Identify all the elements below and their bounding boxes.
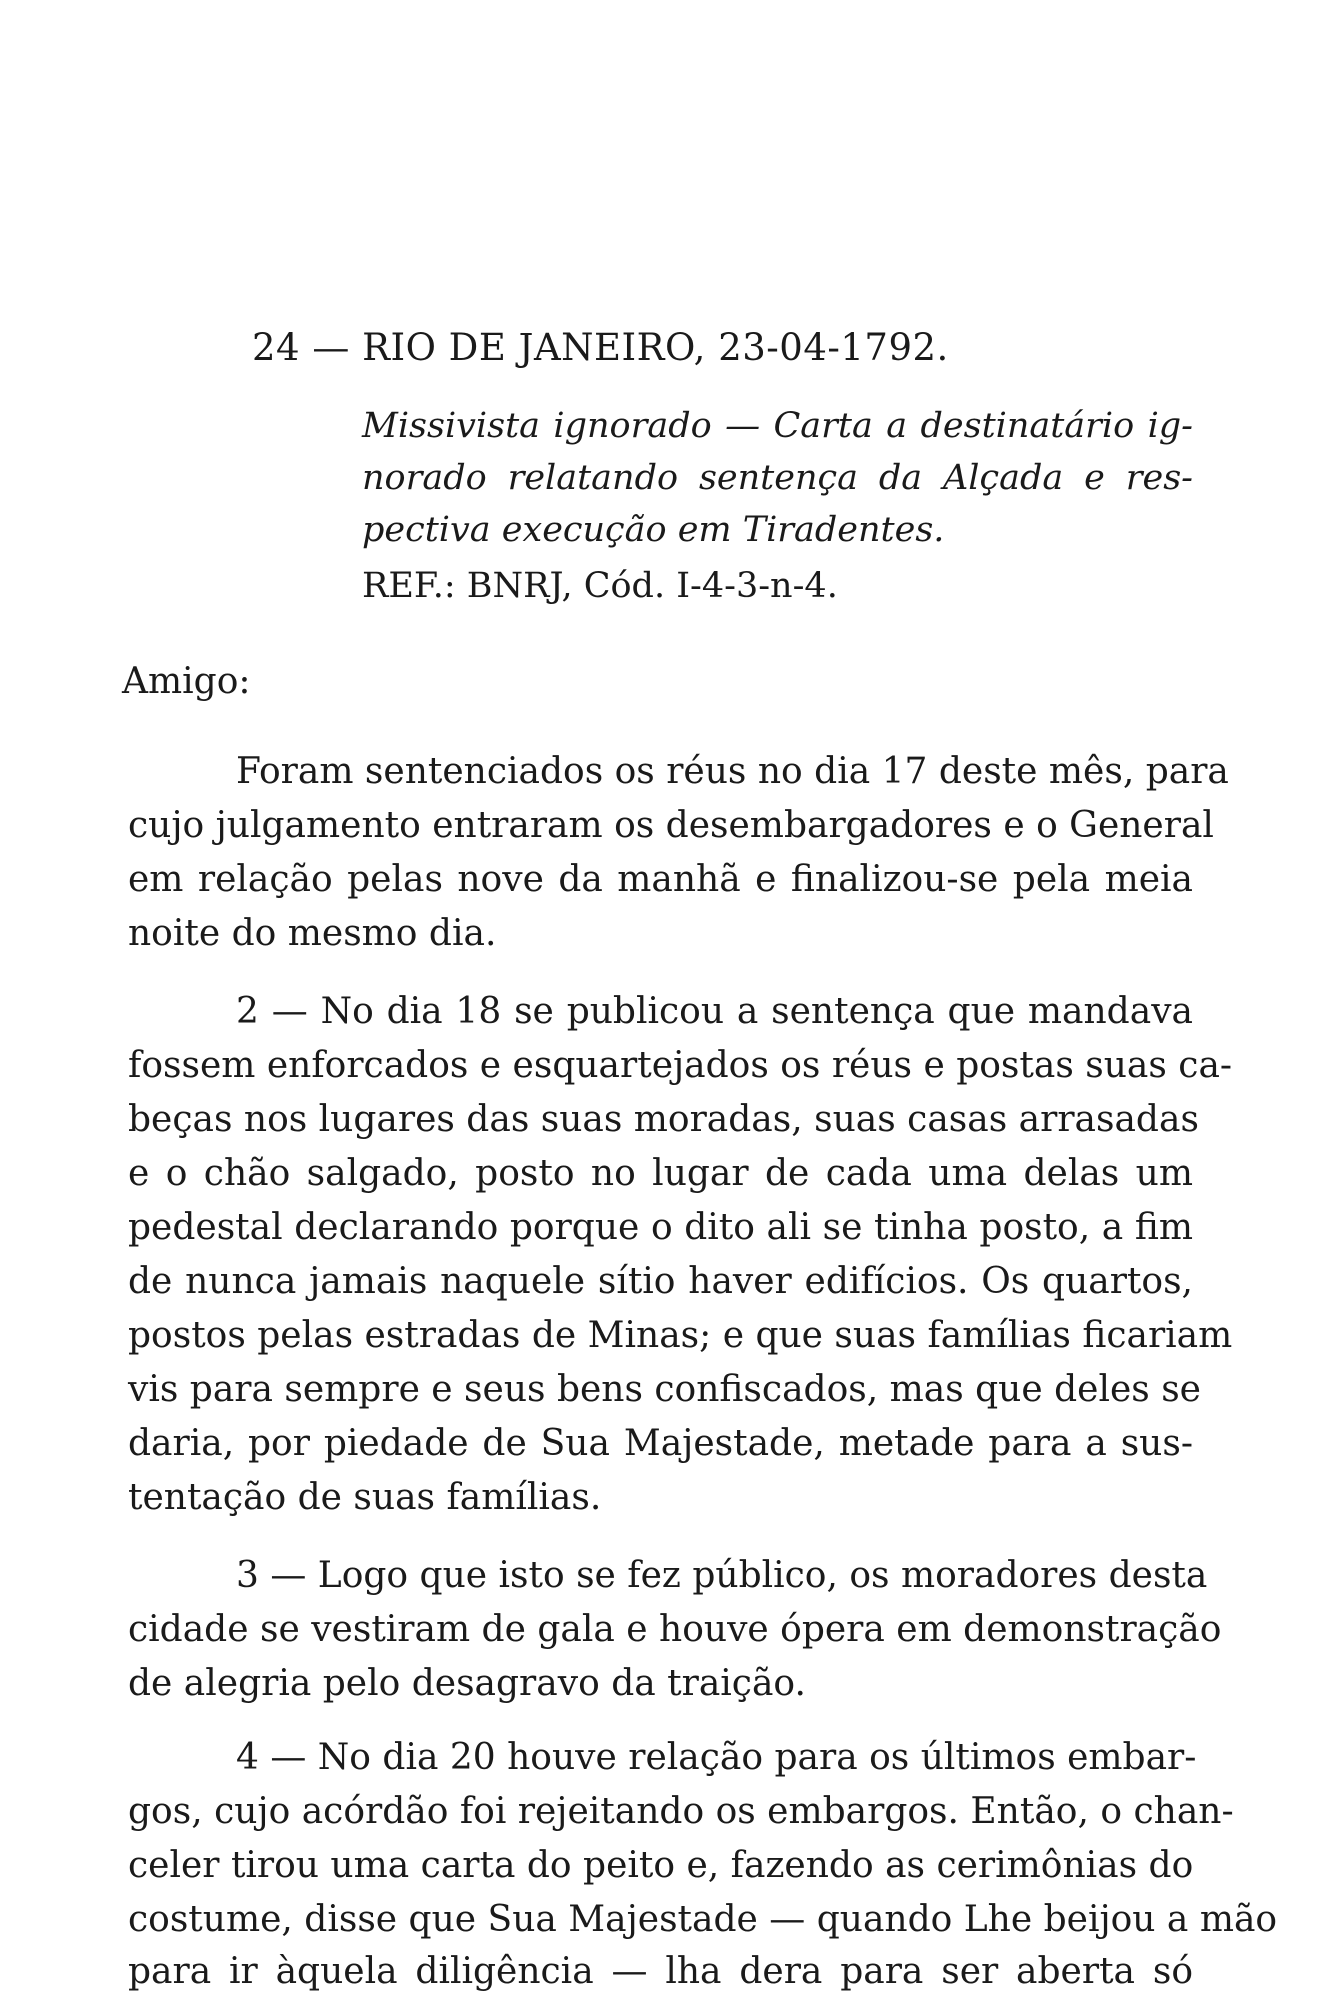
paragraph-4-line: para ir àquela diligência — lha dera para ser aberta só [128,1951,1193,1992]
paragraph-4-line: gos, cujo acórdão foi rejeitando os embargos. Então, o chan- [128,1791,1234,1832]
summary-line: norado relatando sentença da Alçada e res- [362,458,1193,498]
paragraph-3-line: de alegria pelo desagravo da traição. [128,1663,806,1704]
paragraph-2-line: de nunca jamais naquele sítio haver edifícios. Os quartos, [128,1261,1193,1302]
summary-line: pectiva execução em Tiradentes. [362,510,945,550]
document-heading: 24 — RIO DE JANEIRO, 23-04-1792. [252,326,949,369]
paragraph-2-line: pedestal declarando porque o dito ali se tinha posto, a fim [128,1207,1193,1248]
paragraph-2-line: e o chão salgado, posto no lugar de cada uma delas um [128,1153,1193,1194]
paragraph-4-line: celer tirou uma carta do peito e, fazendo as cerimônias do [128,1845,1194,1886]
paragraph-4-line: 4 — No dia 20 houve relação para os últimos embar- [236,1737,1197,1778]
summary-line: Missivista ignorado — Carta a destinatário ig- [362,406,1193,446]
salutation: Amigo: [122,661,251,702]
paragraph-4-line: costume, disse que Sua Majestade — quando Lhe beijou a mão [128,1899,1278,1940]
paragraph-2-line: fossem enforcados e esquartejados os réus e postas suas ca- [128,1045,1233,1086]
paragraph-2-line: beças nos lugares das suas moradas, suas casas arrasadas [128,1099,1199,1140]
paragraph-1-line: Foram sentenciados os réus no dia 17 deste mês, para [236,751,1229,792]
paragraph-2-line: 2 — No dia 18 se publicou a sentença que mandava [236,991,1193,1032]
paragraph-2-line: tentação de suas famílias. [128,1477,602,1518]
paragraph-3-line: 3 — Logo que isto se fez público, os moradores desta [236,1555,1208,1596]
paragraph-3-line: cidade se vestiram de gala e houve ópera em demonstração [128,1609,1222,1650]
paragraph-1-line: em relação pelas nove da manhã e finalizou-se pela meia [128,859,1193,900]
paragraph-1-line: noite do mesmo dia. [128,913,497,954]
paragraph-2-line: vis para sempre e seus bens confiscados, mas que deles se [128,1369,1201,1410]
paragraph-1-line: cujo julgamento entraram os desembargadores e o General [128,805,1214,846]
paragraph-2-line: postos pelas estradas de Minas; e que suas famílias ficariam [128,1315,1233,1356]
reference: REF.: BNRJ, Cód. I-4-3-n-4. [362,566,838,606]
paragraph-2-line: daria, por piedade de Sua Majestade, metade para a sus- [128,1423,1193,1464]
